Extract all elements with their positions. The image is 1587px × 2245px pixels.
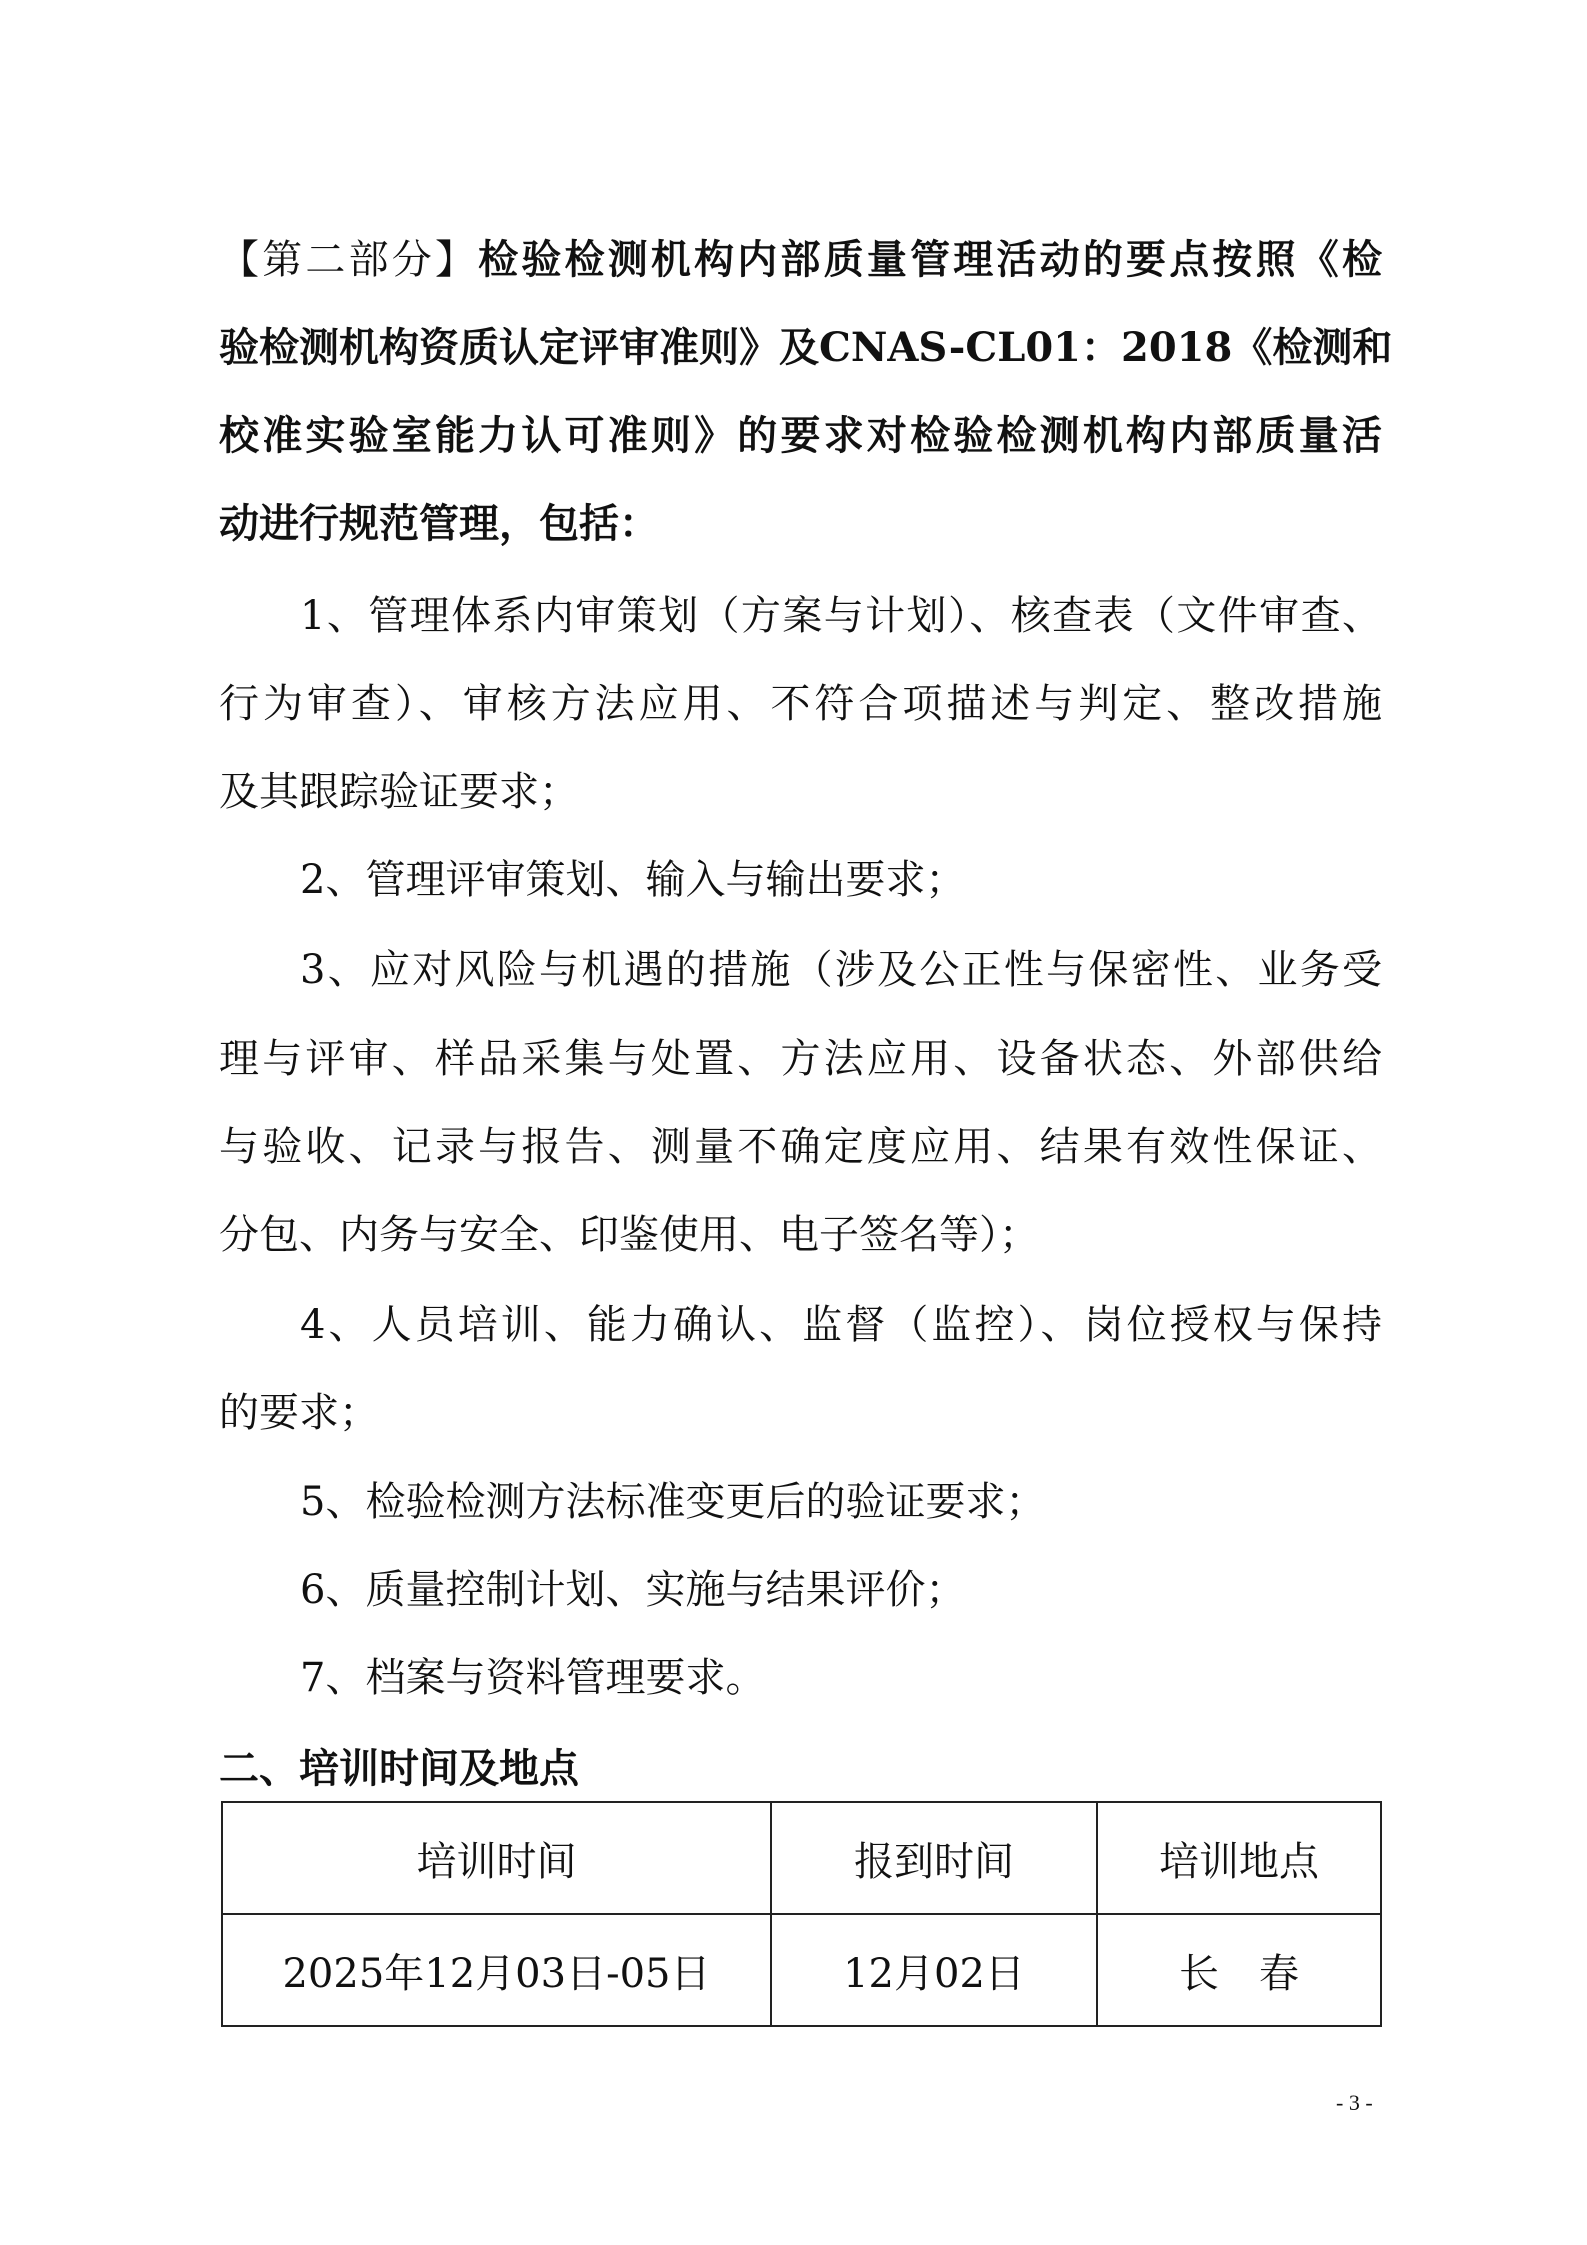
intro-line-4: 动进行规范管理，包括： xyxy=(219,500,659,547)
item-4-line-1: 4、人员培训、能力确认、监督（监控）、岗位授权与保持 xyxy=(300,1302,1382,1348)
intro-line-1: 【第二部分】检验检测机构内部质量管理活动的要点按照《检 xyxy=(219,236,1383,283)
item-1-line-1: 1、管理体系内审策划（方案与计划）、核查表（文件审查、 xyxy=(300,593,1382,639)
item-7: 7、档案与资料管理要求。 xyxy=(300,1655,766,1701)
schedule-table xyxy=(221,1801,1382,2027)
cell-checkin-time: 12月02日 xyxy=(771,1914,1097,2026)
item-5: 5、检验检测方法标准变更后的验证要求； xyxy=(300,1479,1046,1525)
item-3-line-4: 分包、内务与安全、印鉴使用、电子签名等）； xyxy=(219,1212,1039,1258)
item-1-line-3: 及其跟踪验证要求； xyxy=(219,769,579,815)
page-number: - 3 - xyxy=(1336,2090,1373,2115)
item-6: 6、质量控制计划、实施与结果评价； xyxy=(300,1567,966,1613)
item-1-line-2: 行为审查）、审核方法应用、不符合项描述与判定、整改措施 xyxy=(219,681,1382,727)
section-tag: 【第二部分】 xyxy=(219,237,479,283)
section2-heading: 二、培训时间及地点 xyxy=(219,1745,579,1792)
intro-line-2: 验检测机构资质认定评审准则》及CNAS-CL01：2018《检测和 xyxy=(219,324,1393,371)
item-4-line-2: 的要求； xyxy=(219,1390,379,1436)
item-2: 2、管理评审策划、输入与输出要求； xyxy=(300,857,966,903)
item-3-line-1: 3、应对风险与机遇的措施（涉及公正性与保密性、业务受 xyxy=(300,947,1382,993)
intro-line-3: 校准实验室能力认可准则》的要求对检验检测机构内部质量活 xyxy=(219,412,1382,459)
item-3-line-3: 与验收、记录与报告、测量不确定度应用、结果有效性保证、 xyxy=(219,1124,1382,1170)
table-row xyxy=(222,1914,1381,2026)
item-3-line-2: 理与评审、样品采集与处置、方法应用、设备状态、外部供给 xyxy=(219,1036,1382,1082)
header-training-location: 培训地点 xyxy=(1097,1802,1381,1914)
header-checkin-time: 报到时间 xyxy=(771,1802,1097,1914)
header-training-time: 培训时间 xyxy=(222,1802,771,1914)
cell-training-location: 长 春 xyxy=(1097,1914,1381,2026)
cell-training-time: 2025年12月03日-05日 xyxy=(222,1914,771,2026)
table-header-row xyxy=(222,1802,1381,1914)
